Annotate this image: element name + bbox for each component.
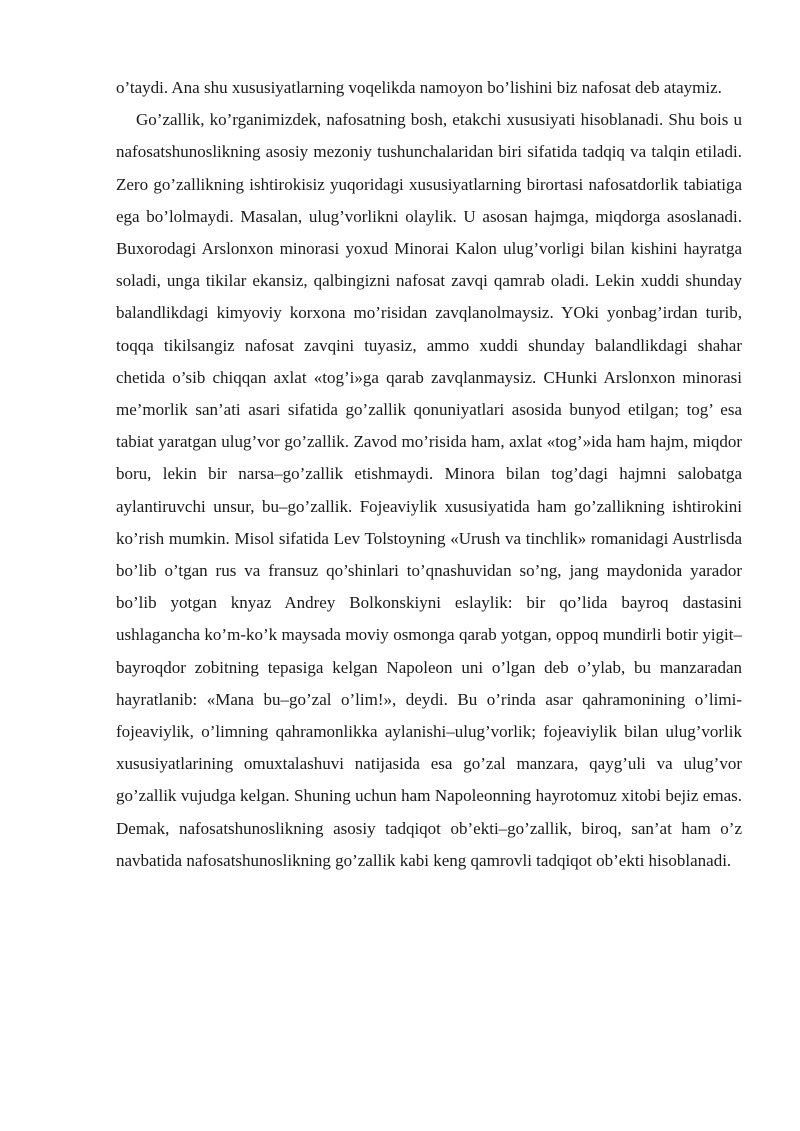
body-text — [116, 72, 742, 877]
paragraph-main: Go’zallik, ko’rganimizdek, nafosatning bosh, etakchi xususiyati hisoblanadi. Shu bois u nafosatshunoslikning asosiy mezoniy tushunchalaridan biri sifatida tadqiq va talqin etiladi. Zero go’zallikning ishtirokisiz yuqoridagi xususiyatlarning birortasi nafosatdorlik tabiatiga ega bo’lolmaydi. Masalan, ulug’vorlikni olaylik. U asosan hajmga, miqdorga asoslanadi. Buxorodagi Arslonxon minorasi yoxud Minorai Kalon ulug’vorligi bilan kishini hayratga soladi, unga tikilar ekansiz, qalbingizni nafosat zavqi qamrab oladi. Lekin xuddi shunday balandlikdagi kimyoviy korxona mo’risidan zavqlanolmaysiz. YOki yonbag’irdan turib, toqqa tikilsangiz nafosat zavqini tuyasiz, ammo xuddi shunday balandlikdagi shahar chetida o’sib chiqqan axlat «tog’i»ga qarab zavqlanmaysiz. CHunki Arslonxon minorasi me’morlik san’ati asari sifatida go’zallik qonuniyatlari asosida bunyod etilgan; tog’ esa tabiat yaratgan ulug’vor go’zallik. Zavod mo’risida ham, axlat «tog’»ida ham hajm, miqdor boru, lekin bir narsa–go’zallik etishmaydi. Minora bilan tog’dagi hajmni salobatga aylantiruvchi unsur, bu–go’zallik. Fojeaviylik xususiyatida ham go’zallikning ishtirokini ko’rish mumkin. Misol sifatida Lev Tolstoyning «Urush va tinchlik» romanidagi Austrlisda bo’lib o’tgan rus va fransuz qo’shinlari to’qnashuvidan so’ng, jang maydonida yarador bo’lib yotgan knyaz Andrey Bolkonskiyni eslaylik: bir qo’lida bayroq dastasini ushlagancha ko’m-ko’k maysada moviy osmonga qarab yotgan, oppoq mundirli botir yigit–bayroqdor zobitning tepasiga kelgan Napoleon uni o’lgan deb o’ylab, bu manzaradan hayratlanib: «Mana bu–go’zal o’lim!», deydi. Bu o’rinda asar qahramonining o’limi- fojeaviylik, o’limning qahramonlikka aylanishi–ulug’vorlik; fojeaviylik bilan ulug’vorlik xususiyatlarining omuxtalashuvi natijasida esa go’zal manzara, qayg’uli va ulug’vor go’zallik vujudga kelgan. Shuning uchun ham Napoleonning hayrotomuz xitobi bejiz emas. Demak, nafosatshunoslikning asosiy tadqiqot ob’ekti–go’zallik, biroq, san’at ham o’z navbatida nafosatshunoslikning go’zallik kabi keng qamrovli tadqiqot ob’ekti hisoblanadi. — [116, 110, 742, 870]
paragraph-continuation: o’taydi. Ana shu xususiyatlarning voqelikda namoyon bo’lishini biz nafosat deb ataymiz. — [116, 78, 722, 97]
